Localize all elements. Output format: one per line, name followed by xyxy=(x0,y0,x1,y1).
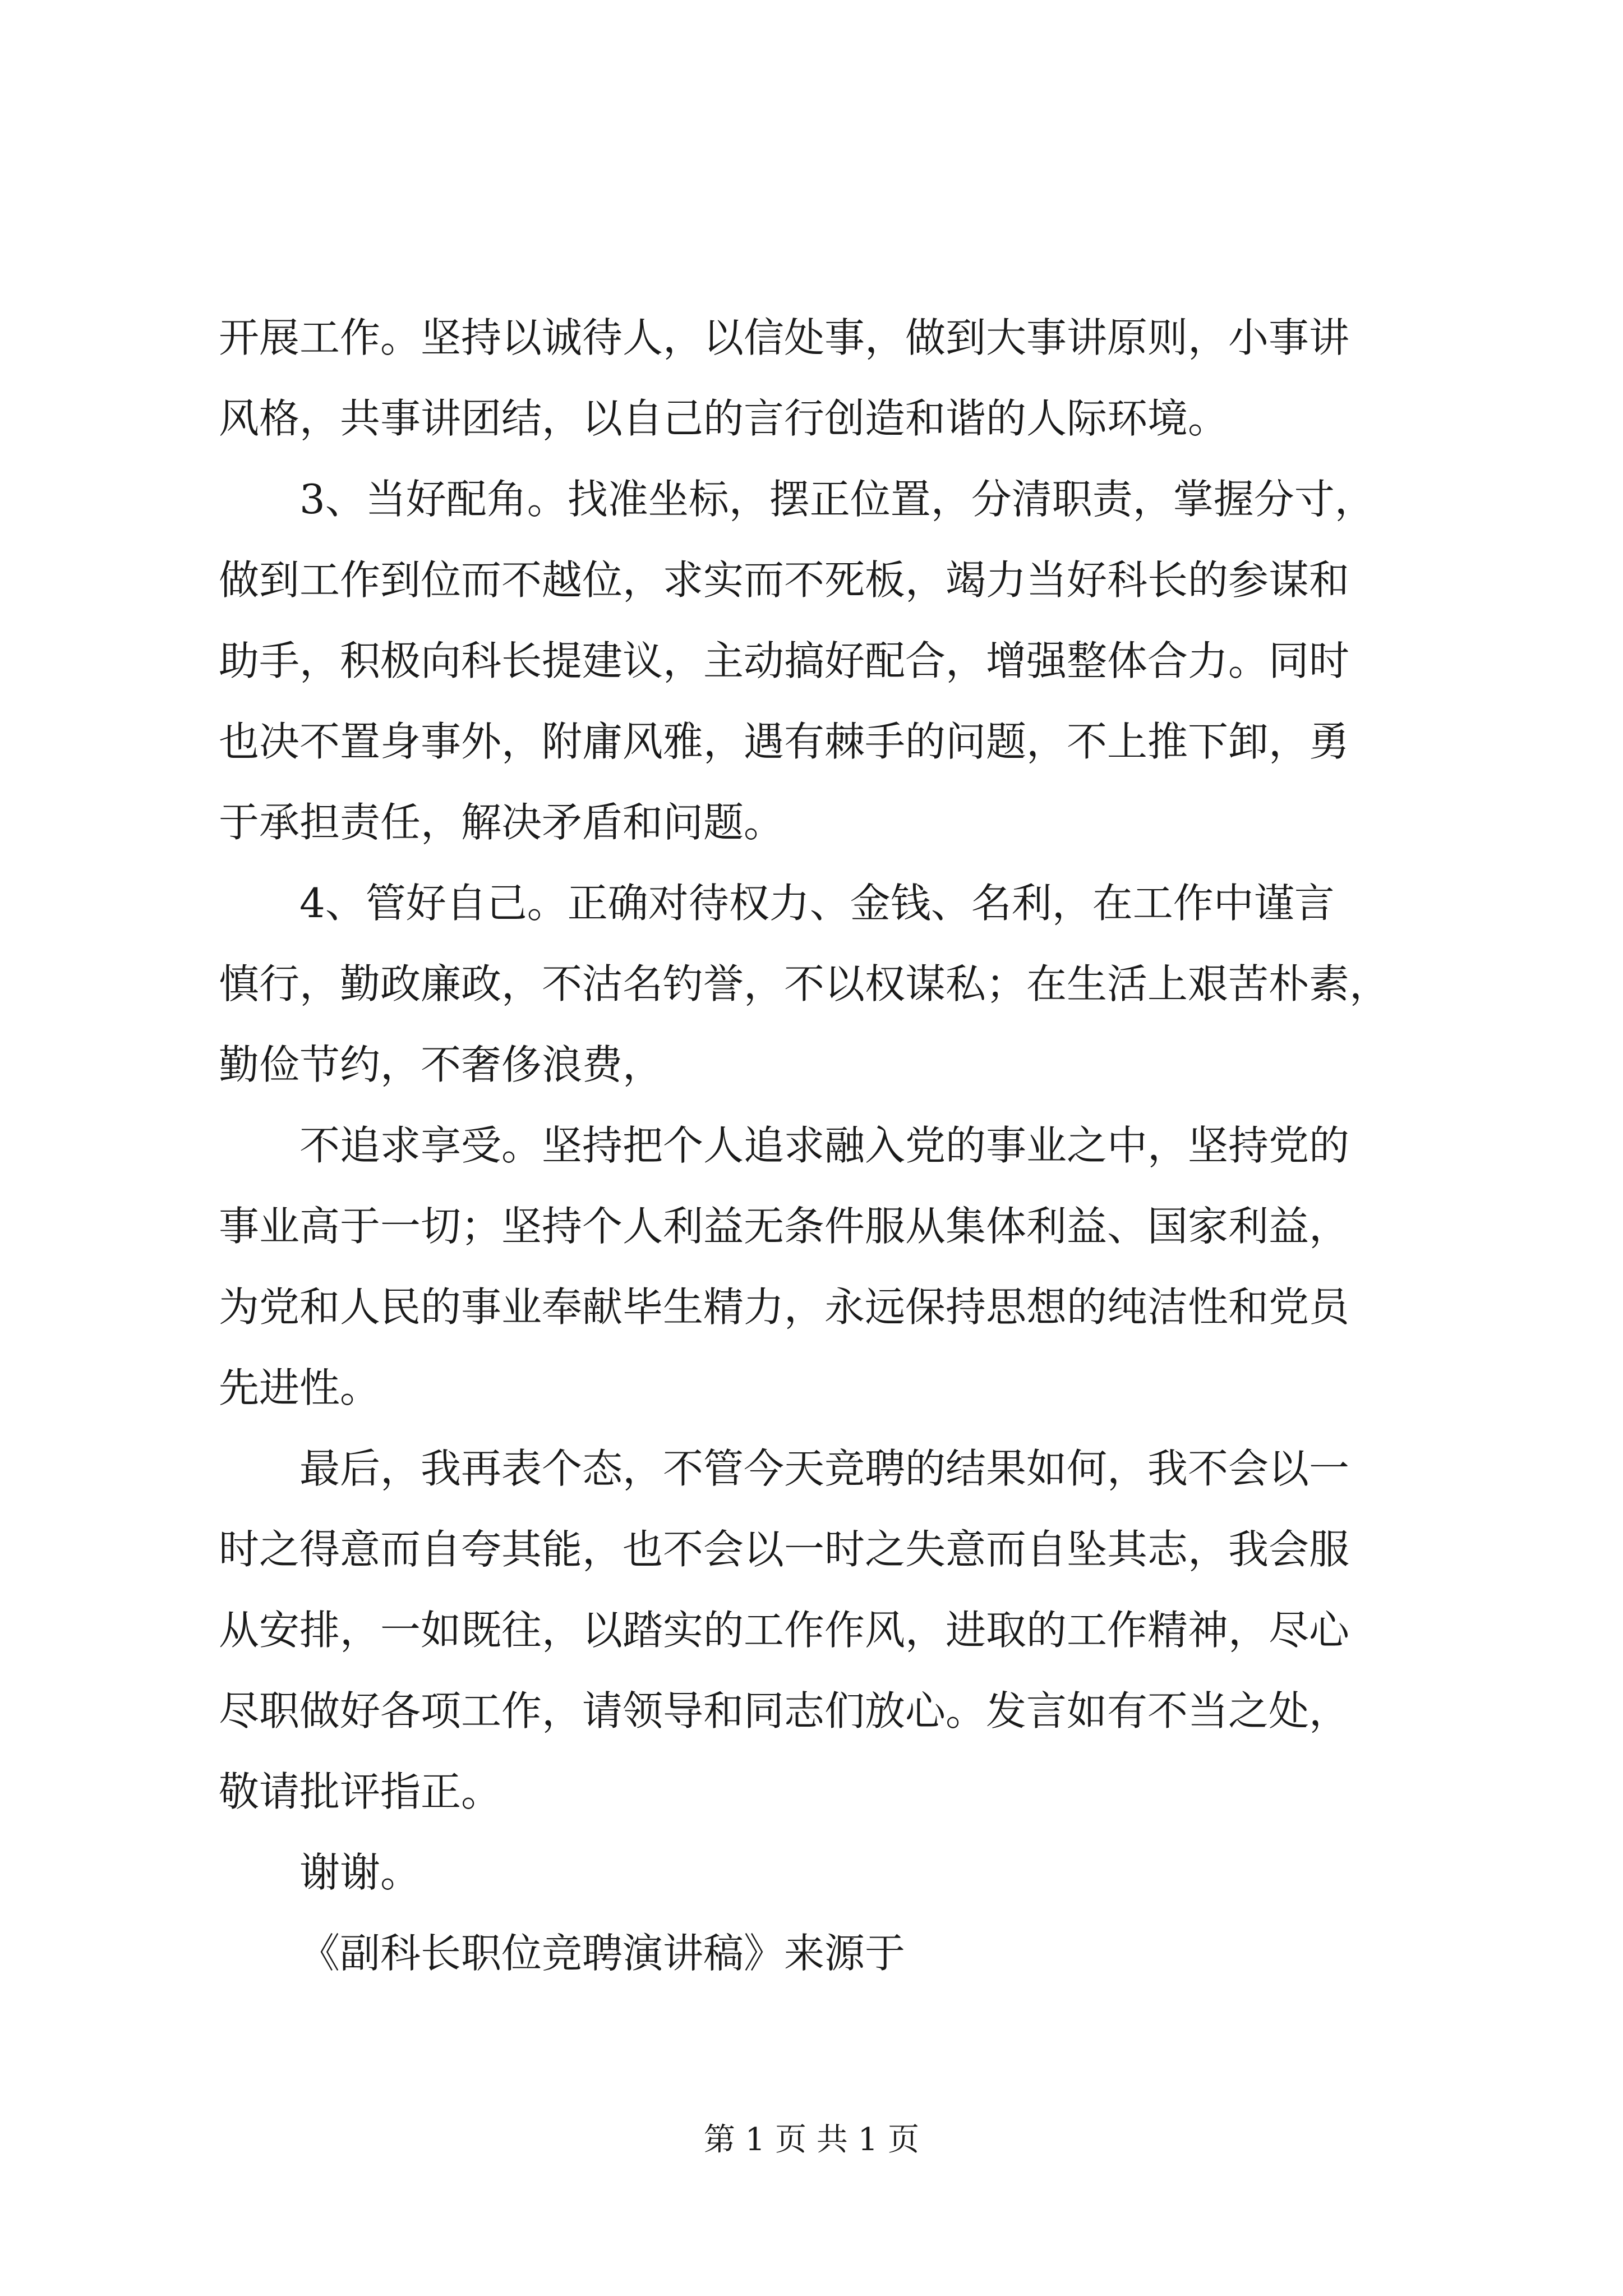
page-footer xyxy=(0,2120,1623,2160)
text-line: 助手，积极向科长提建议，主动搞好配合，增强整体合力。同时 xyxy=(219,637,1350,684)
document-body xyxy=(219,297,1419,1994)
text-line: 为党和人民的事业奉献毕生精力，永远保持思想的纯洁性和党员 xyxy=(219,1283,1350,1331)
text-line: 事业高于一切；坚持个人利益无条件服从集体利益、国家利益， xyxy=(219,1203,1350,1250)
text-line: 不追求享受。坚持把个人追求融入党的事业之中，坚持党的 xyxy=(299,1122,1350,1169)
text-line: 《副科长职位竞聘演讲稿》来源于 xyxy=(299,1930,906,1977)
text-line: 从安排，一如既往，以踏实的工作作风，进取的工作精神，尽心 xyxy=(219,1607,1350,1654)
text-line: 最后，我再表个态，不管今天竞聘的结果如何，我不会以一 xyxy=(299,1445,1350,1492)
text-line: 谢谢。 xyxy=(299,1849,421,1896)
text-line: 先进性。 xyxy=(219,1364,381,1411)
text-line: 尽职做好各项工作，请领导和同志们放心。发言如有不当之处， xyxy=(219,1687,1350,1734)
text-line: 3、当好配角。找准坐标，摆正位置，分清职责，掌握分寸， xyxy=(299,476,1375,523)
text-line: 4、管好自己。正确对待权力、金钱、名利，在工作中谨言 xyxy=(299,880,1335,927)
text-line: 敬请批评指正。 xyxy=(219,1768,502,1815)
text-line: 勤俭节约，不奢侈浪费， xyxy=(219,1041,663,1088)
text-line: 也决不置身事外，附庸风雅，遇有棘手的问题，不上推下卸，勇 xyxy=(219,718,1350,765)
text-line: 于承担责任，解决矛盾和问题。 xyxy=(219,799,785,846)
text-line: 做到工作到位而不越位，求实而不死板，竭力当好科长的参谋和 xyxy=(219,556,1350,604)
text-line: 开展工作。坚持以诚待人，以信处事，做到大事讲原则，小事讲 xyxy=(219,314,1350,361)
text-line: 时之得意而自夸其能，也不会以一时之失意而自坠其志，我会服 xyxy=(219,1526,1350,1573)
text-line: 风格，共事讲团结，以自己的言行创造和谐的人际环境。 xyxy=(219,395,1229,442)
page-number-label: 第 1 页 共 1 页 xyxy=(703,2122,920,2158)
text-line: 慎行，勤政廉政，不沽名钓誉，不以权谋私；在生活上艰苦朴素， xyxy=(219,960,1390,1007)
